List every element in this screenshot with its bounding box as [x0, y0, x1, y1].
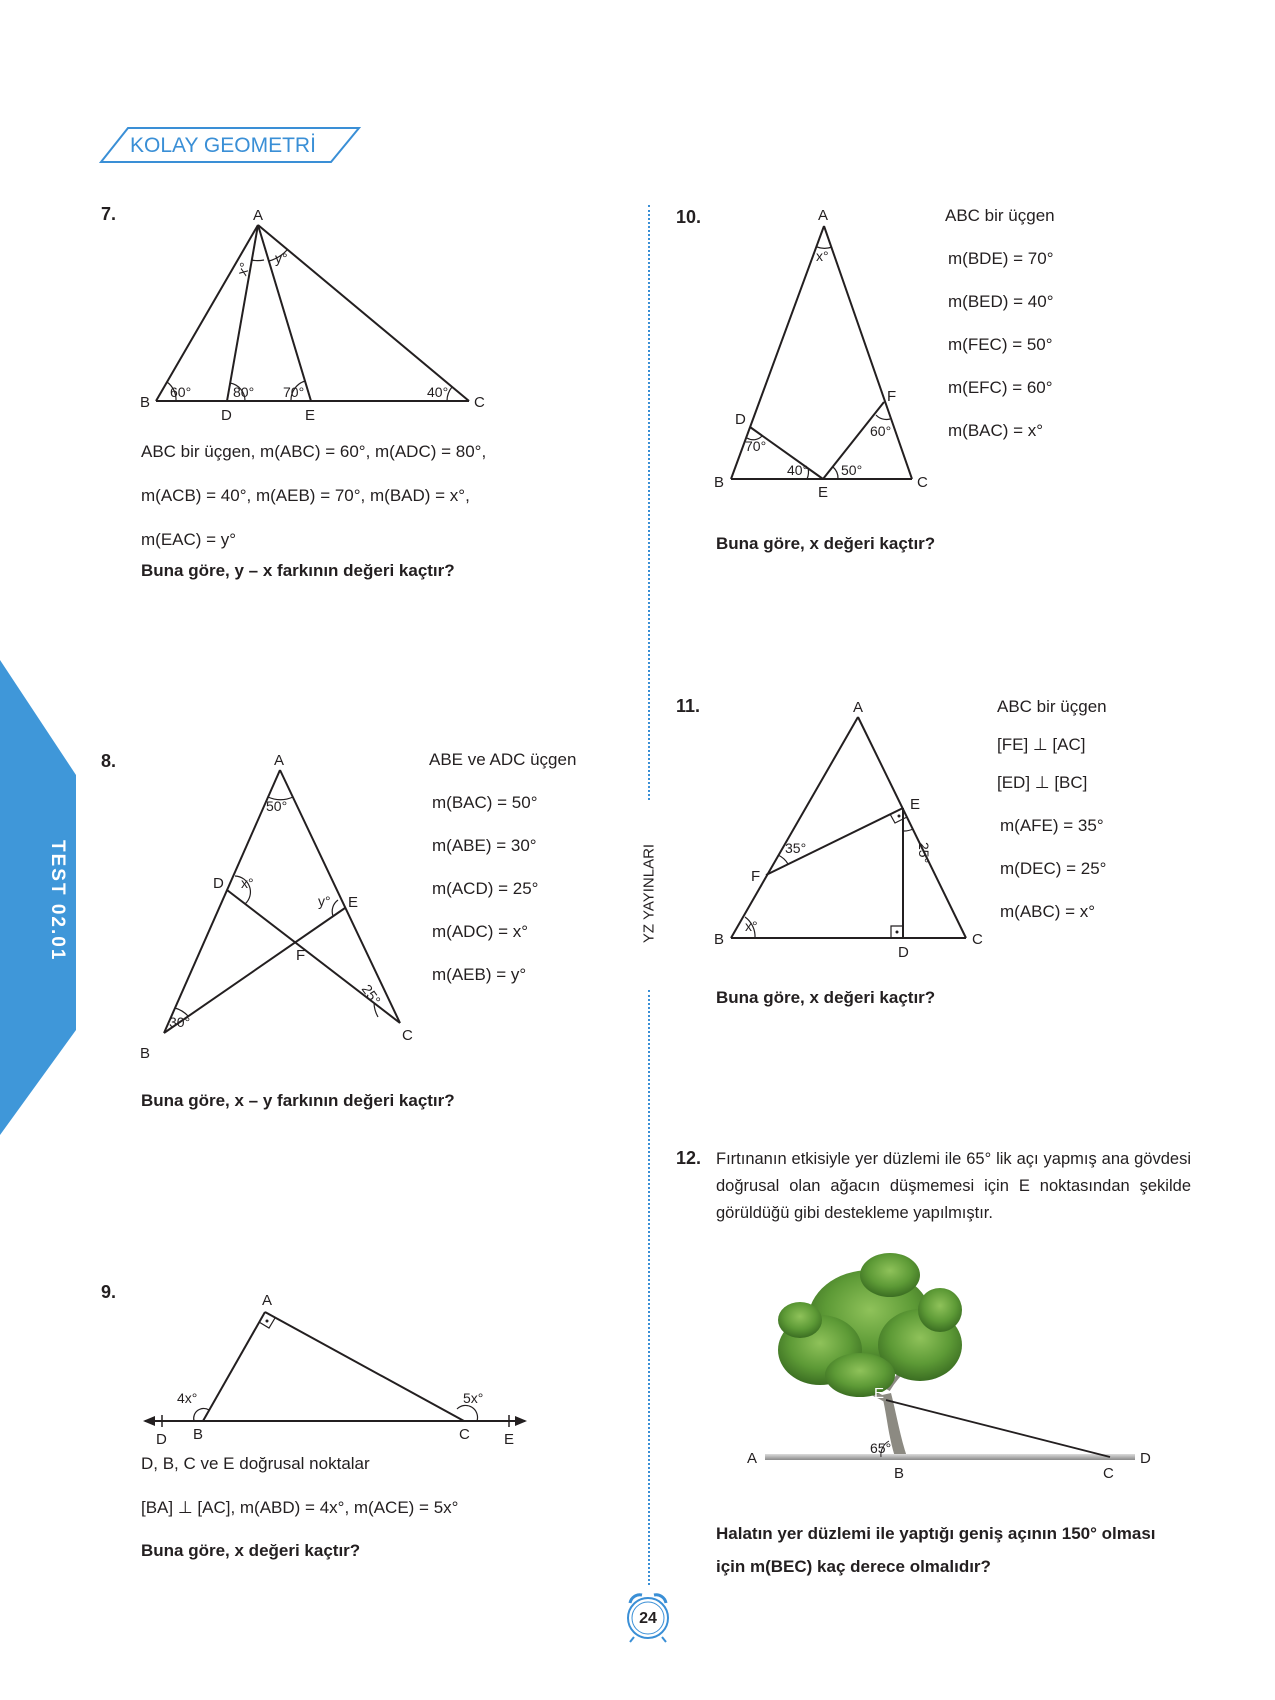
q10-number: 10.	[676, 207, 702, 227]
q7-number: 7.	[101, 204, 117, 224]
q10-line-5: m(EFC) = 60°	[948, 378, 1053, 397]
q9-line-1: D, B, C ve E doğrusal noktalar	[141, 1454, 370, 1473]
q11-line-6: m(ABC) = x°	[1000, 902, 1096, 921]
q10-line-4: m(FEC) = 50°	[948, 335, 1053, 354]
q10-line-2: m(BDE) = 70°	[948, 249, 1054, 268]
q10-label-d: D	[735, 411, 746, 428]
column-divider-top	[648, 205, 650, 800]
q7-angle-e: 70°	[283, 384, 305, 400]
q10-label-f: F	[887, 388, 897, 405]
q7-label-a: A	[253, 207, 264, 224]
q8-line-6: m(AEB) = y°	[432, 965, 527, 984]
ground-plane	[765, 1454, 1135, 1460]
q8-label-b: B	[140, 1045, 151, 1062]
q8-line-5: m(ADC) = x°	[432, 922, 529, 941]
q10-angle-f: 60°	[870, 423, 892, 439]
q11-line-5: m(DEC) = 25°	[1000, 859, 1107, 878]
q12-label-d: D	[1140, 1450, 1151, 1467]
q9-line-2: [BA] ⊥ [AC], m(ABD) = 4x°, m(ACE) = 5x°	[141, 1498, 459, 1517]
q9-label-e: E	[504, 1431, 515, 1448]
q10-question: Buna göre, x değeri kaçtır?	[716, 534, 936, 553]
q8-figure	[135, 750, 425, 1070]
q9-label-b: B	[193, 1426, 204, 1443]
q10-angle-e2: 50°	[841, 462, 863, 478]
q11-line-4: m(AFE) = 35°	[1000, 816, 1104, 835]
q7-angle-x: x°	[233, 260, 254, 278]
q10-line-1: ABC bir üçgen	[945, 206, 1055, 225]
q11-angle-x: x°	[745, 918, 758, 934]
q7-line-2: m(ACB) = 40°, m(AEB) = 70°, m(BAD) = x°,	[141, 486, 470, 505]
q11-question: Buna göre, x değeri kaçtır?	[716, 988, 936, 1007]
q11-line-1: ABC bir üçgen	[997, 697, 1107, 716]
q11-line-2: [FE] ⊥ [AC]	[997, 735, 1086, 754]
q7-label-c: C	[474, 394, 485, 411]
q10-label-a: A	[818, 207, 829, 224]
q9-label-c: C	[459, 1426, 470, 1443]
q11-figure	[710, 695, 983, 961]
q8-label-f: F	[296, 947, 306, 964]
q9-label-a: A	[262, 1292, 273, 1309]
q12-label-e: E	[874, 1385, 885, 1402]
q11-label-e: E	[910, 796, 921, 813]
column-divider-bottom	[648, 990, 650, 1585]
q11-label-d: D	[898, 944, 909, 961]
q10-angle-e1: 40°	[787, 462, 809, 478]
q8-label-e: E	[348, 894, 359, 911]
q8-angle-b: 30°	[169, 1014, 191, 1030]
q8-number: 8.	[101, 751, 117, 771]
q12-figure	[740, 1240, 1170, 1490]
q7-label-e: E	[305, 407, 316, 424]
q7-label-d: D	[221, 407, 232, 424]
q8-angle-x: x°	[241, 875, 254, 891]
q12-number: 12.	[676, 1148, 702, 1168]
q8-line-1: ABE ve ADC üçgen	[429, 750, 577, 769]
q8-line-3: m(ABE) = 30°	[432, 836, 537, 855]
q10-label-e: E	[818, 484, 829, 501]
q11-angle-f: 35°	[785, 840, 807, 856]
side-tab-label: TEST 02.01	[47, 840, 68, 962]
q8-angle-a: 50°	[266, 798, 288, 814]
q9-label-d: D	[156, 1431, 167, 1448]
publisher-wrap	[574, 843, 724, 944]
q8-line-2: m(BAC) = 50°	[432, 793, 538, 812]
q9-angle-b: 4x°	[177, 1390, 198, 1406]
q11-line-3: [ED] ⊥ [BC]	[997, 773, 1088, 792]
header-title: KOLAY GEOMETRİ	[130, 134, 316, 157]
q8-label-d: D	[213, 875, 224, 892]
q9-figure	[135, 1285, 535, 1448]
q12-label-a: A	[747, 1450, 758, 1467]
q8-label-c: C	[402, 1027, 413, 1044]
q8-question: Buna göre, x – y farkının değeri kaçtır?	[141, 1091, 455, 1110]
q10-line-3: m(BED) = 40°	[948, 292, 1054, 311]
q9-number: 9.	[101, 1282, 117, 1302]
q7-line-1: ABC bir üçgen, m(ABC) = 60°, m(ADC) = 80°,	[141, 442, 487, 461]
side-tab	[0, 660, 80, 1140]
page-number: 24	[639, 1610, 657, 1627]
q10-figure	[710, 205, 940, 505]
q10-angle-d: 70°	[745, 438, 767, 454]
q11-label-f: F	[751, 868, 761, 885]
q10-label-b: B	[714, 474, 725, 491]
q9-angle-c: 5x°	[463, 1390, 484, 1406]
q7-label-b: B	[140, 394, 151, 411]
q11-label-a: A	[853, 699, 864, 716]
q7-angle-c: 40°	[427, 384, 449, 400]
q10-line-6: m(BAC) = x°	[948, 421, 1044, 440]
tree-icon	[778, 1253, 962, 1457]
q7-angle-d: 80°	[233, 384, 255, 400]
q11-label-c: C	[972, 931, 983, 948]
q12-label-c: C	[1103, 1465, 1114, 1482]
q7-question: Buna göre, y – x farkının değeri kaçtır?	[141, 561, 455, 580]
q10-label-c: C	[917, 474, 928, 491]
q9-question: Buna göre, x değeri kaçtır?	[141, 1541, 361, 1560]
q12-question-2: için m(BEC) kaç derece olmalıdır?	[716, 1557, 991, 1576]
publisher-label: YZ YAYINLARI	[640, 843, 658, 944]
q7-line-3: m(EAC) = y°	[141, 530, 237, 549]
q11-angle-e: 25°	[916, 842, 932, 864]
q7-angle-b: 60°	[170, 384, 192, 400]
q12-angle-b: 65°	[870, 1440, 892, 1456]
q8-line-4: m(ACD) = 25°	[432, 879, 539, 898]
q7-angle-y: y°	[275, 250, 288, 266]
q12-label-b: B	[894, 1465, 905, 1482]
q11-label-b: B	[714, 931, 725, 948]
q8-angle-c: 25°	[358, 981, 384, 1008]
q10-angle-x: x°	[816, 248, 829, 264]
q7-figure	[135, 205, 495, 425]
q11-number: 11.	[676, 696, 701, 716]
q12-question-1: Halatın yer düzlemi ile yaptığı geniş açının 150° olması	[716, 1524, 1156, 1543]
q12-paragraph: Fırtınanın etkisiyle yer düzlemi ile 65° lik açı yapmış ana gövdesi doğrusal olan ağacın düşmemesi için E noktasından şekilde görüldüğü gibi destekleme yapılmıştır.	[716, 1150, 1191, 1222]
q8-label-a: A	[274, 752, 285, 769]
q8-angle-y: y°	[318, 893, 331, 909]
